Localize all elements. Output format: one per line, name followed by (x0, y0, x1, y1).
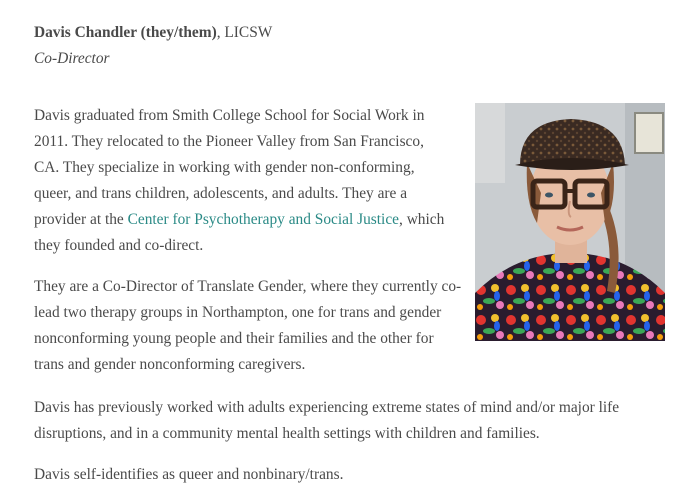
bio-paragraph-4: Davis self-identifies as queer and nonbinary/trans. (34, 466, 344, 483)
bio-p1-text: Davis graduated from Smith College School for Social Work in 2011. They relocated to the Pioneer Valley from San Francisco, CA. They specialize in working with gender non-conforming, queer, and trans children, adolescents, and adults. They are a provider at the (34, 107, 425, 228)
person-name: Davis Chandler (they/them) (34, 24, 217, 41)
profile-photo (475, 103, 665, 341)
bio-paragraph-1 (34, 103, 449, 259)
bio-p1-text-end: , which they founded and co-direct. (34, 211, 445, 254)
bio-paragraph-2: They are a Co-Director of Translate Gender, where they currently co-lead two therapy groups in Northampton, one for trans and gender nonconforming young people and their families and the other for trans and gender nonconforming caregivers. (34, 278, 462, 373)
center-link[interactable]: Center for Psychotherapy and Social Justice (127, 211, 399, 228)
name-heading (34, 22, 272, 44)
credential: , LICSW (216, 24, 273, 41)
job-title: Co-Director (34, 50, 110, 67)
bio-paragraph-3: Davis has previously worked with adults experiencing extreme states of mind and/or major life disruptions, and in a community mental health settings with children and families. (34, 399, 620, 442)
